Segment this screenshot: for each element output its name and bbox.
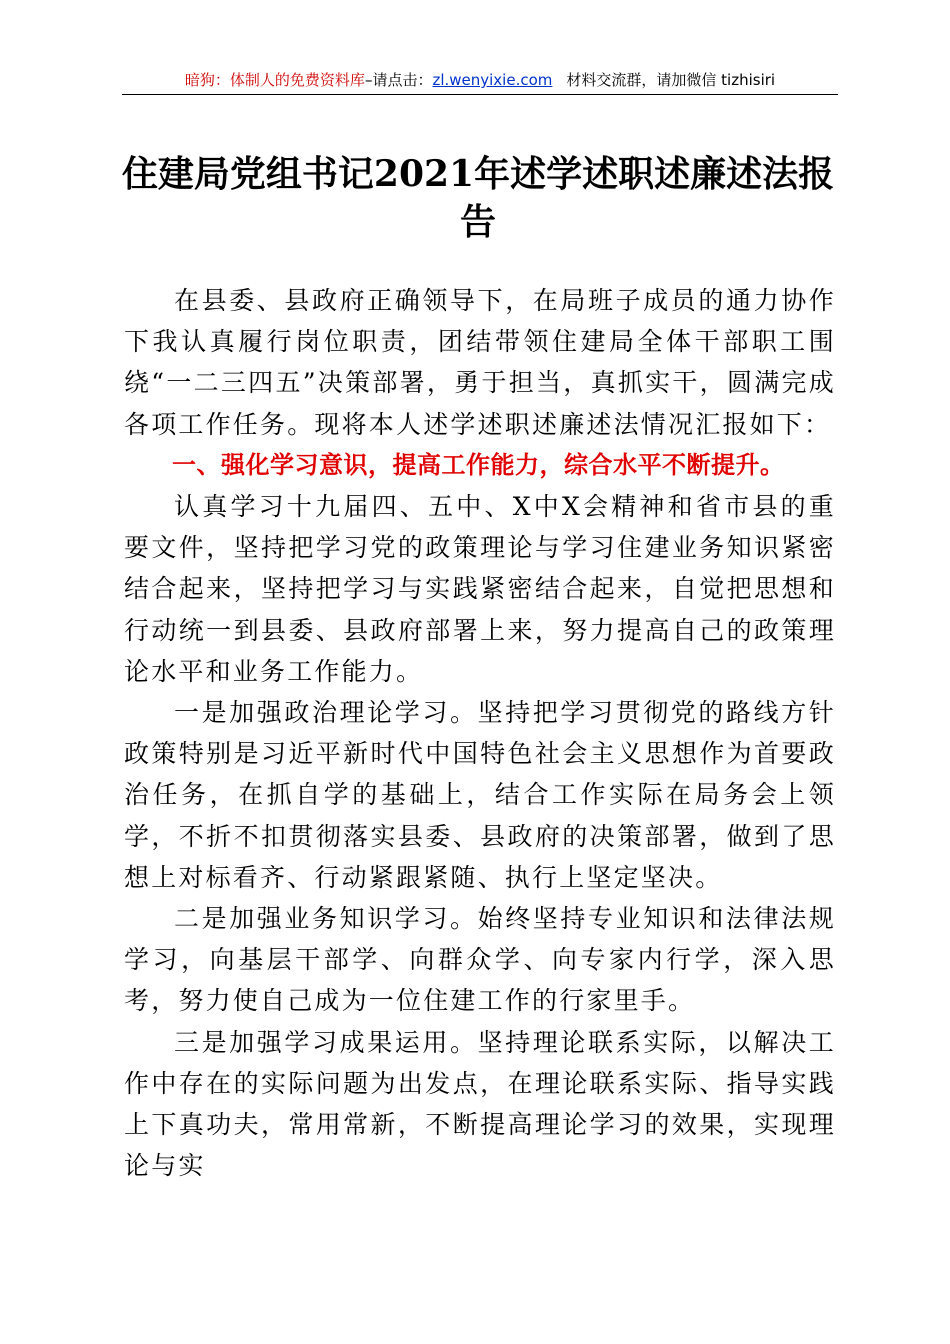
paragraph: 认真学习十九届四、五中、X中X会精神和省市县的重要文件，坚持把学习党的政策理论与学习住建业务知识紧密结合起来，坚持把学习与实践紧密结合起来，自觉把思想和行动统一到县委、县政府部署上来，努力提高自己的政策理论水平和业务工作能力。	[124, 492, 836, 686]
header-brand: 暗狗：体制人的免费资料库	[184, 71, 365, 89]
paragraph: 一是加强政治理论学习。坚持把学习贯彻党的路线方针政策特别是习近平新时代中国特色社会主义思想作为首要政治任务，在抓自学的基础上，结合工作实际在局务会上领学，不折不扣贯彻落实县委、县政府的决策部署，做到了思想上对标看齐、行动紧跟紧随、执行上坚定坚决。	[124, 698, 836, 892]
document-title: 住建局党组书记2021年述学述职述廉述法报告	[121, 153, 835, 243]
paragraph: 三是加强学习成果运用。坚持理论联系实际，以解决工作中存在的实际问题为出发点，在理论联系实际、指导实践上下真功夫，常用常新，不断提高理论学习的效果，实现理论与实	[124, 1027, 836, 1181]
header-contact: 材料交流群，请加微信 tizhisiri	[566, 71, 776, 89]
page-header	[122, 66, 838, 95]
header-link[interactable]: zl.wenyixie.com	[432, 71, 553, 89]
section-heading-1: 一、强化学习意识，提高工作能力，综合水平不断提升。	[172, 450, 785, 479]
header-link-prefix: –请点击：	[364, 71, 433, 89]
paragraph-intro: 在县委、县政府正确领导下，在局班子成员的通力协作下我认真履行岗位职责，团结带领住建局全体干部职工围绕“一二三四五”决策部署，勇于担当，真抓实干，圆满完成各项工作任务。现将本人述学述职述廉述法情况汇报如下：	[124, 286, 836, 439]
document-body	[124, 280, 836, 1186]
paragraph: 二是加强业务知识学习。始终坚持专业知识和法律法规学习，向基层干部学、向群众学、向专家内行学，深入思考，努力使自己成为一位住建工作的行家里手。	[124, 904, 836, 1016]
